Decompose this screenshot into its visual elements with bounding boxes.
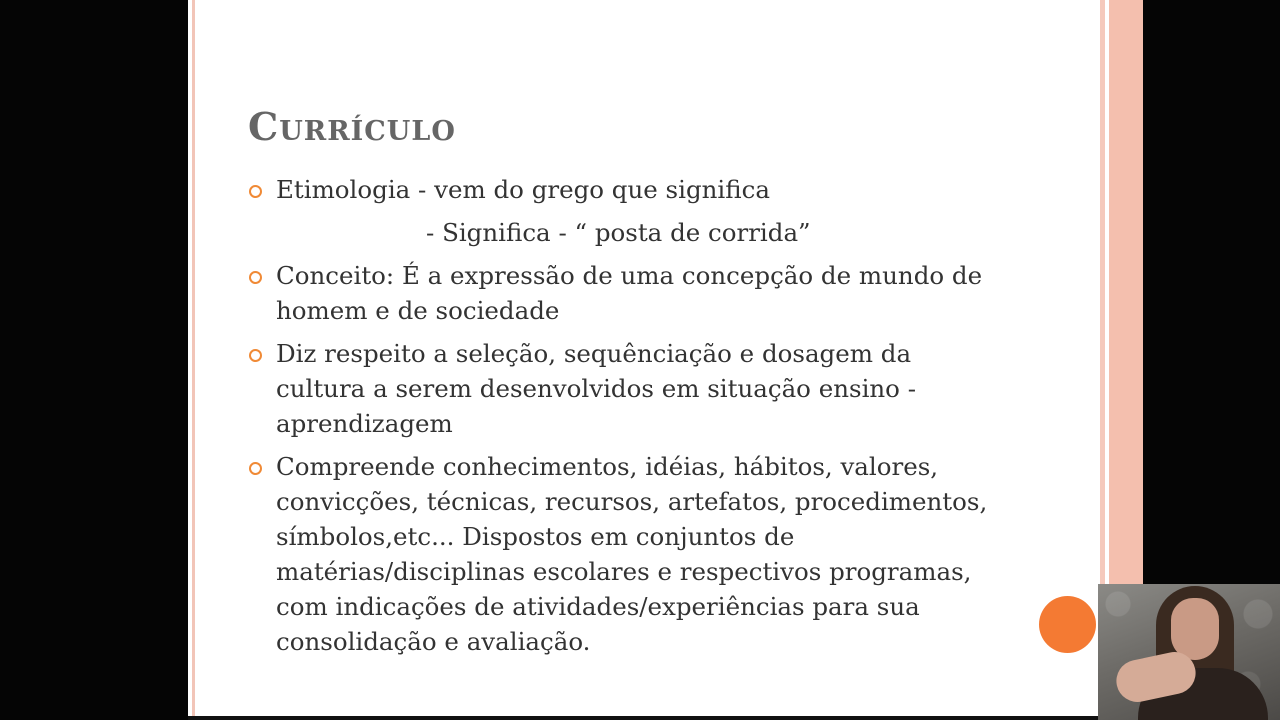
circle-bullet-icon — [249, 271, 262, 284]
slide-title: Currículo — [248, 104, 456, 149]
bullet-item-etimologia — [248, 172, 1008, 250]
bullet-text: Compreende conhecimentos, idéias, hábitos, valores, convicções, técnicas, recursos, artefatos, procedimentos, símbolos,etc... Dispostos em conjuntos de matérias/disciplinas escolares e respectivos programas, com indicações de atividades/experiências para sua consolidação e avaliação. — [276, 452, 988, 656]
webcam-presenter-face — [1171, 598, 1219, 660]
bullet-text: Conceito: É a expressão de uma concepção de mundo de homem e de sociedade — [276, 261, 983, 325]
bullet-text: Diz respeito a seleção, sequênciação e dosagem da cultura a serem desenvolvidos em situação ensino - aprendizagem — [276, 339, 917, 438]
slide-left-decoration — [188, 0, 200, 716]
slide — [188, 0, 1143, 716]
circle-bullet-icon — [249, 185, 262, 198]
bullet-item-compreende — [248, 449, 1008, 659]
circle-bullet-icon — [249, 462, 262, 475]
bullet-list — [248, 172, 1008, 667]
orange-circle-button[interactable] — [1039, 596, 1096, 653]
bullet-text: Etimologia - vem do grego que significa — [276, 175, 770, 204]
bullet-item-conceito — [248, 258, 1008, 328]
slide-bottom-edge — [188, 716, 1098, 720]
bullet-item-diz-respeito — [248, 336, 1008, 441]
circle-bullet-icon — [249, 349, 262, 362]
bullet-subline: - Significa - “ posta de corrida” — [426, 218, 811, 247]
webcam-overlay[interactable] — [1098, 584, 1280, 720]
